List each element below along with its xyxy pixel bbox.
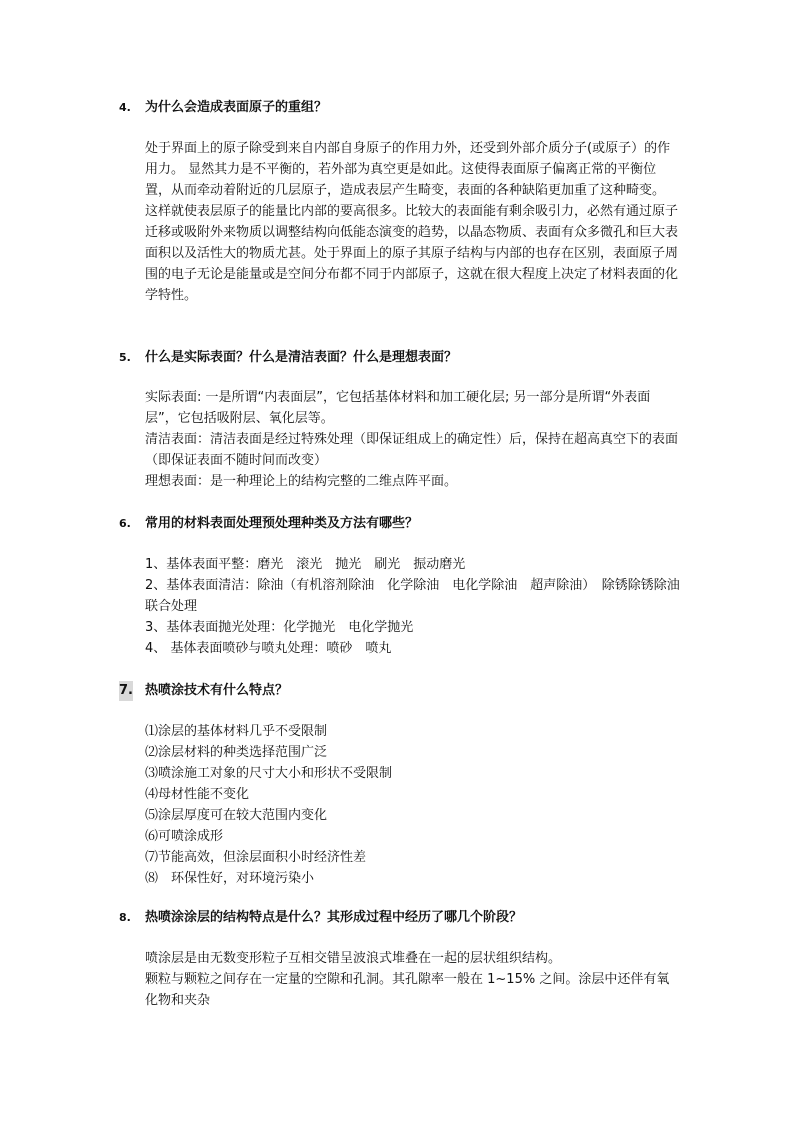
- question-title: 常用的材料表面处理预处理种类及方法有哪些？: [145, 516, 419, 531]
- answer-7: [145, 721, 680, 889]
- question-title: 为什么会造成表面原子的重组？: [145, 100, 328, 115]
- question-number: 8.: [119, 911, 131, 924]
- paragraph: 处于界面上的原子除受到来自内部自身原子的作用力外，还受到外部介质分子(或原子）的作用力。 显然其力是不平衡的，若外部为真空更是如此。这使得表面原子偏离正常的平衡位置，从而牵动着附近的几层原子，造成表层产生畸变，表面的各种缺陷更加重了这种畸变。: [145, 141, 671, 198]
- list-item: ⑶喷涂施工对象的尺寸大小和形状不受限制: [145, 766, 393, 781]
- question-title: 热喷涂技术有什么特点？: [145, 683, 289, 698]
- question-title: 什么是实际表面？什么是清洁表面？什么是理想表面？: [145, 350, 458, 365]
- list-item: ⑻ 环保性好，对环境污染小: [145, 871, 315, 886]
- list-item: ⑸涂层厚度可在较大范围内变化: [145, 808, 328, 823]
- paragraph: 理想表面：是一种理论上的结构完整的二维点阵平面。: [145, 474, 458, 489]
- paragraph: 清洁表面：清洁表面是经过特殊处理（即保证组成上的确定性）后，保持在超高真空下的表面（即保证表面不随时间而改变）: [145, 432, 679, 468]
- question-title: 热喷涂涂层的结构特点是什么？其形成过程中经历了哪几个阶段？: [145, 910, 523, 925]
- question-7-heading: [119, 681, 288, 701]
- question-number: 4.: [119, 101, 131, 114]
- question-5-heading: [119, 348, 457, 368]
- list-item: 3、基体表面抛光处理：化学抛光 电化学抛光: [145, 620, 414, 635]
- list-item: ⑺节能高效，但涂层面积小时经济性差: [145, 850, 367, 865]
- list-item: ⑴涂层的基体材料几乎不受限制: [145, 724, 328, 739]
- paragraph: 颗粒与颗粒之间存在一定量的空隙和孔洞。其孔隙率一般在 1~15% 之间。涂层中还伴有氧化物和夹杂: [145, 972, 670, 1008]
- paragraph: 实际表面: 一是所谓“内表面层”，它包括基体材料和加工硬化层; 另一部分是所谓“外表面层”，它包括吸附层、氧化层等。: [145, 390, 651, 426]
- list-item: 4、 基体表面喷砂与喷丸处理：喷砂 喷丸: [145, 641, 392, 656]
- question-number: 7.: [119, 681, 133, 701]
- question-number: 6.: [119, 517, 131, 530]
- list-item: ⑹可喷涂成形: [145, 829, 224, 844]
- list-item: ⑵涂层材料的种类选择范围广泛: [145, 745, 328, 760]
- answer-8: [145, 948, 680, 1011]
- list-item: 2、基体表面清洁：除油（有机溶剂除油 化学除油 电化学除油 超声除油） 除锈除锈除油联合处理: [145, 578, 680, 614]
- paragraph: 这样就使表层原子的能量比内部的要高很多。比较大的表面能有剩余吸引力，必然有通过原子迁移或吸附外来物质以调整结构向低能态演变的趋势，以晶态物质、表面有众多微孔和巨大表面积以及活性大的物质尤甚。处于界面上的原子其原子结构与内部的也存在区别，表面原子周围的电子无论是能量或是空间分布都不同于内部原子，这就在很大程度上决定了材料表面的化学特性。: [145, 204, 679, 303]
- question-4-heading: [119, 98, 327, 118]
- answer-5: [145, 387, 680, 492]
- question-8-heading: [119, 908, 522, 928]
- answer-4: [145, 138, 680, 306]
- paragraph: 喷涂层是由无数变形粒子互相交错呈波浪式堆叠在一起的层状组织结构。: [145, 951, 562, 966]
- list-item: 1、基体表面平整：磨光 滚光 抛光 刷光 振动磨光: [145, 557, 466, 572]
- question-6-heading: [119, 514, 418, 534]
- list-item: ⑷母材性能不变化: [145, 787, 250, 802]
- question-number: 5.: [119, 351, 131, 364]
- answer-6: [145, 554, 680, 659]
